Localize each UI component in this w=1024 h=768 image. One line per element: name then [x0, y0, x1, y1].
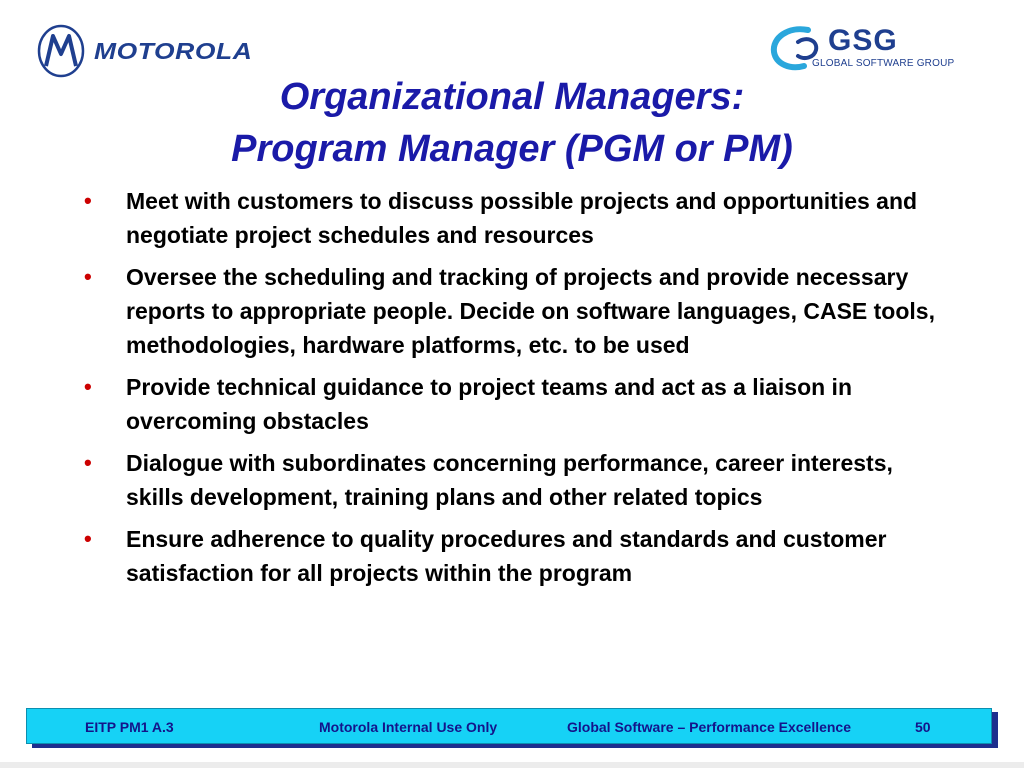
bullet-marker: •: [84, 450, 92, 475]
gsg-subtitle: GLOBAL SOFTWARE GROUP: [812, 58, 955, 69]
bullet-text: Oversee the scheduling and tracking of projects and provide necessary reports to appropriate people. Decide on software languages, CASE tools, methodologies, hardware platforms, etc. to be used: [126, 264, 935, 358]
motorola-logo: [36, 24, 253, 78]
footer-page-number: 50: [915, 719, 931, 735]
slide-title-line-2: Program Manager (PGM or PM): [231, 128, 793, 170]
bullet-item: [84, 370, 954, 438]
slide-title-line-1: Organizational Managers:: [279, 76, 745, 118]
gsg-letters: GSG: [828, 24, 898, 57]
gsg-logo: [768, 22, 968, 76]
brand-name: MOTOROLA: [94, 37, 253, 64]
bullet-marker: •: [84, 188, 92, 213]
bullet-text: Provide technical guidance to project teams and act as a liaison in overcoming obstacles: [126, 374, 852, 434]
bullet-text: Meet with customers to discuss possible projects and opportunities and negotiate project schedules and resources: [126, 188, 918, 248]
bullet-item: [84, 260, 954, 362]
bullet-marker: •: [84, 264, 92, 289]
bullet-text: Dialogue with subordinates concerning performance, career interests, skills development, training plans and other related topics: [126, 450, 893, 510]
footer-course-code: EITP PM1 A.3: [85, 719, 174, 735]
bullet-item: [84, 446, 954, 514]
footer-classification: Motorola Internal Use Only: [319, 719, 498, 735]
motorola-emblem-icon: [36, 24, 86, 78]
bottom-divider: [0, 762, 1024, 768]
bullet-item: [84, 184, 954, 252]
footer-bar: [26, 708, 992, 744]
bullet-item: [84, 522, 954, 590]
bullet-list: [84, 184, 954, 598]
bullet-marker: •: [84, 526, 92, 551]
footer-program-name: Global Software – Performance Excellence: [567, 719, 852, 735]
bullet-marker: •: [84, 374, 92, 399]
bullet-text: Ensure adherence to quality procedures and standards and customer satisfaction for all projects within the program: [126, 526, 887, 586]
